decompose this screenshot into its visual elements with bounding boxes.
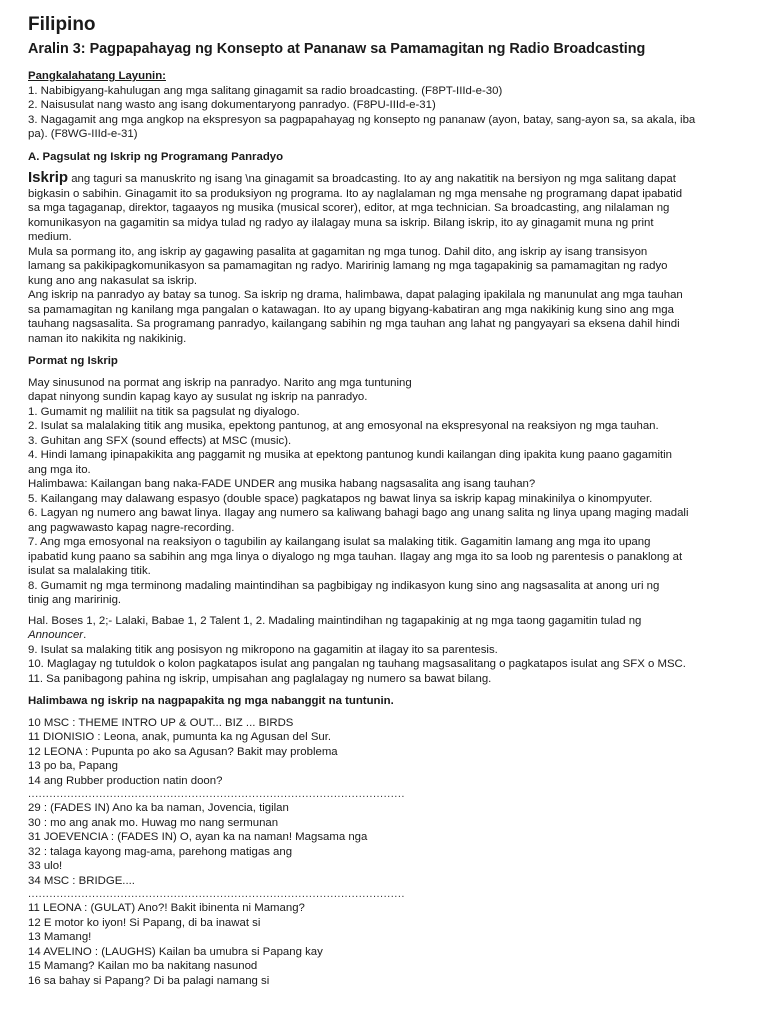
script-line: 13 Mamang! (28, 931, 92, 943)
format-line: isulat sa malalaking titik. (28, 565, 151, 577)
body-line: sa mga tagaganap, direktor, tagaayos ng musika (musical scorer), editor, at mga technician. Sa broadcasting, ang nilalaman ng (28, 202, 670, 214)
example-tail: . (83, 629, 87, 641)
script-line: 10 MSC : THEME INTRO UP & OUT... BIZ ... BIRDS (28, 716, 294, 729)
script-line: 12 LEONA : Pupunta po ako sa Agusan? Bakit may problema (28, 745, 338, 758)
format-line: Halimbawa: Kailangan bang naka-FADE UNDER ang musika habang nagsasalita ang isang tauhan? (28, 478, 536, 490)
format-line: 1. Gumamit ng maliliit na titik sa pagsulat ng diyalogo. (28, 405, 300, 418)
format-line: 7. Ang mga emosyonal na reaksiyon o tagubilin ay kailangang isulat sa malaking titik. Gagamitin lamang ang mga ito upang (28, 536, 651, 548)
script-line: 32 : talaga kayong mag-ama, parehong matigas ang (28, 845, 293, 858)
format-line: 9. Isulat sa malaking titik ang posisyon ng mikropono na gagamitin at ilagay ito sa parentesis. (28, 643, 498, 656)
format-line: 4. Hindi lamang ipinapakikita ang paggamit ng musika at epektong pantunog kundi kailangan ding ipakita kung paano gagamitin (28, 449, 673, 461)
objective-item: pa). (F8WG-IIId-e-31) (28, 128, 138, 140)
body-line: Ang iskrip na panradyo ay batay sa tunog. Sa iskrip ng drama, halimbawa, dapat palaging ipakilala ng manunulat ang mga tauhan (28, 289, 683, 301)
format-line: 6. Lagyan ng numero ang bawat linya. Ilagay ang numero sa kaliwang bahagi bago ang unang salita ng linya upang maging madali (28, 507, 689, 519)
format-line: tinig ang maririnig. (28, 594, 122, 606)
format-line: 10. Maglagay ng tutuldok o kolon pagkatapos isulat ang pangalan ng tauhang magsasalitang o pagkatapos isulat ang SFX o MSC. (28, 658, 686, 670)
announcer-italic: Announcer (28, 629, 84, 641)
script-line: 33 ulo! (28, 860, 63, 872)
objectives-heading: Pangkalahatang Layunin: (28, 70, 166, 82)
body-line: bigkasin o sabihin. Ginagamit ito sa produksiyon ng programa. Ito ay naglalaman ng mga mensahe ng programang dapat ipabatid (28, 187, 683, 200)
body-line: naman ito nakikita ng nakikinig. (28, 332, 187, 345)
format-line: 5. Kailangang may dalawang espasyo (double space) pagkatapos ng bawat linya sa iskrip kapag minakinilya o kinompyuter. (28, 492, 653, 505)
script-line: 15 Mamang? Kailan mo ba nakitang nasunod (28, 960, 258, 972)
script-line: 34 MSC : BRIDGE.... (28, 874, 135, 887)
script-line: 29 : (FADES IN) Ano ka ba naman, Jovencia, tigilan (28, 802, 289, 814)
body-line: medium. (28, 231, 72, 243)
script-line: 14 ang Rubber production natin doon? (28, 774, 223, 787)
dotted-separator: .......................................................................................................... (28, 888, 405, 900)
example-line: Hal. Boses 1, 2;- Lalaki, Babae 1, 2 Talent 1, 2. Madaling maintindihan ng tagapakinig at ng mga taong gagamitin tulad ng (28, 614, 642, 627)
body-first-line: ang taguri sa manuskrito ng isang \na ginagamit sa broadcasting. Ito ay ang nakatitik na bersiyon ng mga salitang dapat (68, 173, 676, 185)
dotted-separator: .......................................................................................................... (28, 788, 405, 800)
body-line: tauhang nagsasalita. Sa programang panradyo, kailangang sabihin ng mga tauhan ang lahat ng pangyayari sa eksena dahil hindi (28, 318, 680, 330)
format-line: ang pagwawasto kapag nagre-recording. (28, 521, 235, 534)
body-line: kung ano ang nakasulat sa iskrip. (28, 274, 198, 287)
subject-title: Filipino (28, 14, 96, 35)
format-line: dapat ninyong sundin kapag kayo ay susulat ng iskrip na panradyo. (28, 391, 368, 403)
script-line: 16 sa bahay si Papang? Di ba palagi namang si (28, 974, 270, 987)
script-line: 31 JOEVENCIA : (FADES IN) O, ayan ka na naman! Magsama nga (28, 831, 368, 843)
body-line: Mula sa pormang ito, ang iskrip ay gagawing pasalita at gagamitan ng mga tunog. Dahil dito, ang iskrip ay isang transisyon (28, 245, 648, 258)
format-heading: Pormat ng Iskrip (28, 355, 118, 367)
format-example (28, 614, 740, 687)
script-line: 13 po ba, Papang (28, 760, 118, 772)
body-line (28, 171, 740, 187)
script-line: 11 DIONISIO : Leona, anak, pumunta ka ng Agusan del Sur. (28, 731, 332, 743)
section-a-heading: A. Pagsulat ng Iskrip ng Programang Panradyo (28, 150, 284, 163)
objectives-section (28, 69, 740, 142)
script-line: 12 E motor ko iyon! Si Papang, di ba inawat si (28, 916, 261, 929)
objective-item: 2. Naisusulat nang wasto ang isang dokumentaryong panradyo. (F8PU-IIId-e-31) (28, 99, 436, 111)
script-example (28, 716, 740, 989)
script-line: 14 AVELINO : (LAUGHS) Kailan ba umubra si Papang kay (28, 945, 323, 958)
format-line: 3. Guhitan ang SFX (sound effects) at MSC (music). (28, 434, 292, 447)
format-line: 11. Sa panibagong pahina ng iskrip, umpisahan ang paglalagay ng numero sa bawat bilang. (28, 672, 492, 685)
iskrip-term: Iskrip (28, 169, 69, 186)
format-line: 2. Isulat sa malalaking titik ang musika, epektong pantunog, at ang emosyonal na ekspresyonal na reaksiyon ng mga tauhan. (28, 420, 659, 432)
format-line: May sinusunod na pormat ang iskrip na panradyo. Narito ang mga tuntuning (28, 376, 412, 389)
script-line: 30 : mo ang anak mo. Huwag mo nang sermunan (28, 816, 279, 829)
format-line: 8. Gumamit ng mga terminong madaling maintindihan sa pagbibigay ng indikasyon kung sino ang nagsasalita at anong uri ng (28, 579, 660, 592)
format-line: ipabatid kung paano sa sabihin ang mga linya o diyalogo ng mga tauhan. Ilagay ang mga ito sa loob ng parentesis o panaklong at (28, 550, 683, 563)
body-line: sa pamamagitan ng kanilang mga pangalan o katawagan. Ito ay upang bigyang-kabatiran ang mga nakikinig kung sino ang mga (28, 303, 674, 316)
example-heading: Halimbawa ng iskrip na nagpapakita ng mga nabanggit na tuntunin. (28, 695, 394, 707)
objective-item: 1. Nabibigyang-kahulugan ang mga salitang ginagamit sa radio broadcasting. (F8PT-IIId-e-30) (28, 84, 503, 97)
format-line: ang mga ito. (28, 463, 91, 476)
objective-item: 3. Nagagamit ang mga angkop na ekspresyon sa pagpapahayag ng konsepto ng pananaw (ayon, batay, sang-ayon sa, sa akala, iba (28, 113, 696, 126)
example-line (28, 628, 740, 643)
body-line: lamang sa pakikipagkomunikasyon sa pamamagitan ng radyo. Maririnig lamang ng mga tagapakinig sa pamamagitan ng radyo (28, 260, 668, 272)
format-body (28, 376, 740, 608)
body-line: komunikasyon na gagamitin sa midya tulad ng radyo ay ilalagay muna sa iskrip. Bilang iskrip, ito ay ginagamit muna ng print (28, 216, 654, 229)
section-a-body (28, 171, 740, 346)
script-line: 11 LEONA : (GULAT) Ano?! Bakit ibinenta ni Mamang? (28, 902, 305, 914)
lesson-title: Aralin 3: Pagpapahayag ng Konsepto at Pananaw sa Pamamagitan ng Radio Broadcasting (28, 41, 646, 57)
